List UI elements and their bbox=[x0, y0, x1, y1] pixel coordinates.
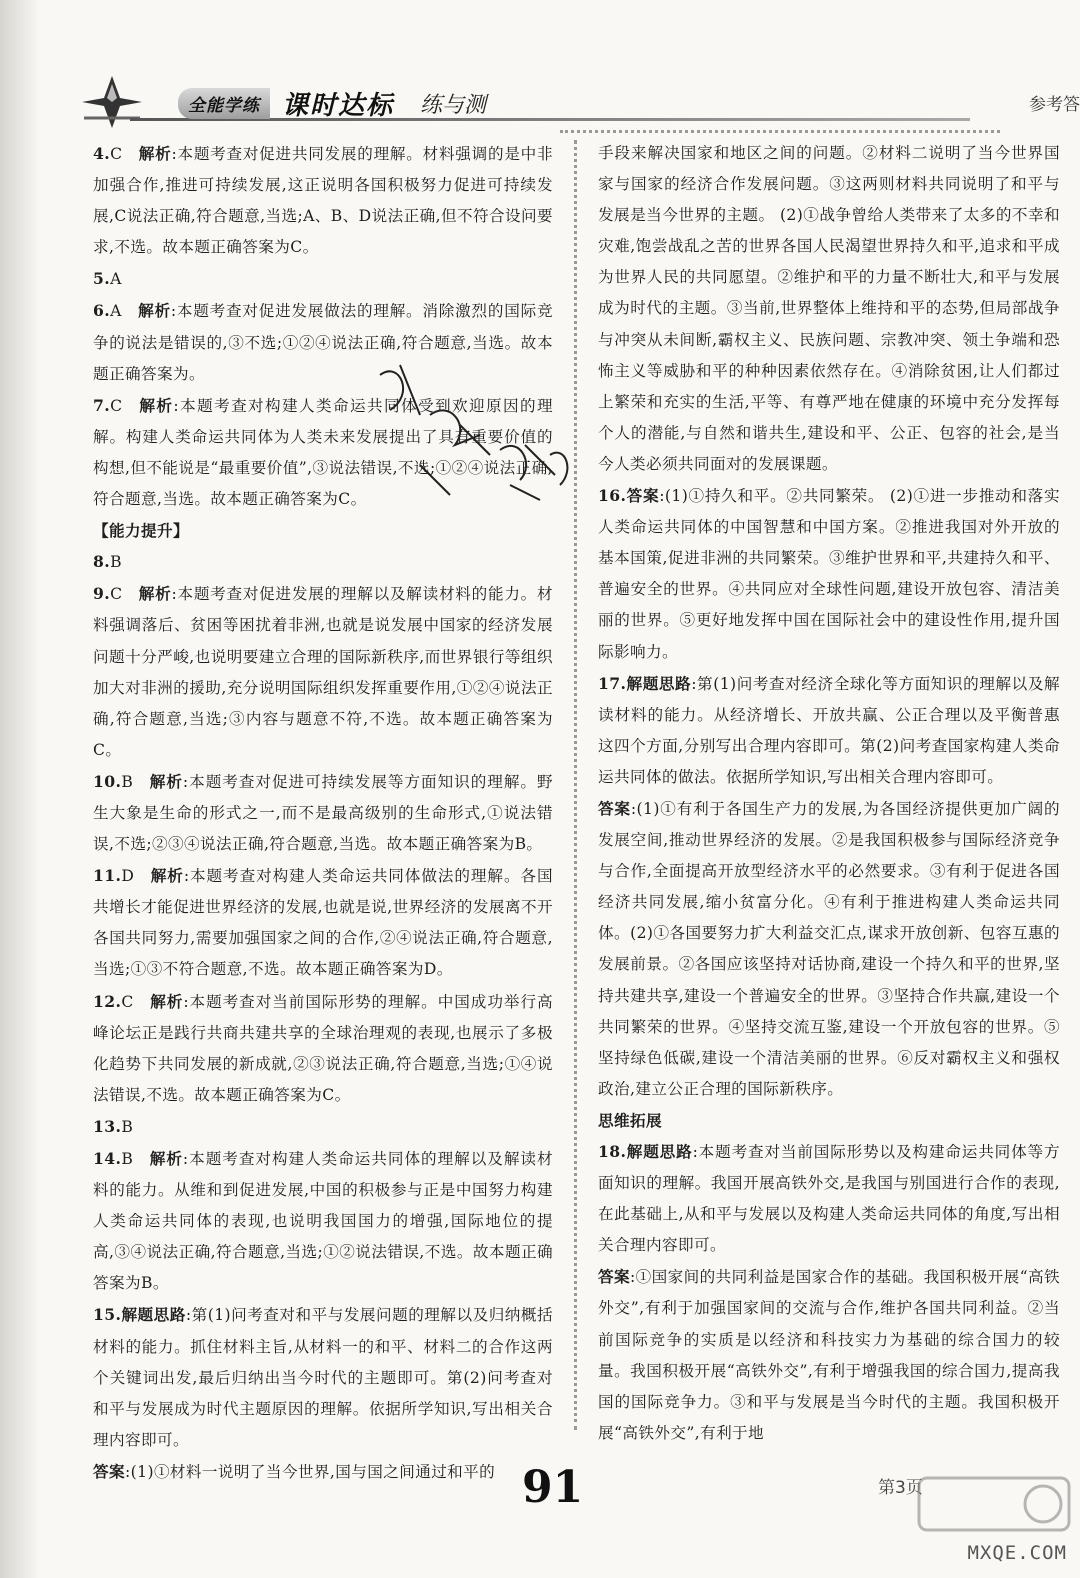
explanation-text: :本题考查对构建人类命运共同体受到欢迎原因的理解。构建人类命运共同体为人类未来发展提出了具有重要价值的构想,但不能说是“最重要价值”,③说法错误,不选;①②④说法正确,符合题意,当选。故本题正确答案为C。 bbox=[93, 396, 553, 509]
column-divider bbox=[574, 140, 577, 1430]
keyword-label: 答案 bbox=[626, 486, 660, 506]
question-number: 7. bbox=[93, 395, 111, 415]
explanation-text: :第(1)问考查对经济全球化等方面知识的理解以及解读材料的能力。从经济增长、开放共赢、公正合理以及平衡普惠这四个方面,分别写出合理内容即可。第(2)问考查国家构建人类命运共同体的做法。依据所学知识,写出相关合理内容即可。 bbox=[598, 674, 1060, 786]
binding-shadow bbox=[0, 0, 40, 1578]
answer-item bbox=[93, 546, 553, 578]
explanation-text: 手段来解决国家和地区之间的问题。②材料二说明了当今世界国家与国家的经济合作发展问题。③这两则材料共同说明了和平与发展是当今世界的主题。 (2)①战争曾给人类带来了太多的不幸和灾难,饱尝战乱之苦的世界各国人民渴望世界持久和平,追求和平成为世界人民的共同愿望。②维护和平的力量不断壮大,和平与发展成为时代的主题。③当前,世界整体上维持和平的态势,但局部战争与冲突从未间断,霸权主义、民族问题、宗教冲突、领土争端和恐怖主义等威胁和平的种种因素依然存在。④消除贫困,让人们都过上繁荣和充实的生活,平等、有尊严地在健康的环境中充分发挥每个人的潜能,与自然和谐共生,建设和平、公正、包容的社会,是当今人类必须共同面对的发展课题。 bbox=[598, 144, 1060, 473]
answer-item bbox=[598, 793, 1060, 1105]
question-number: 13. bbox=[93, 1116, 122, 1136]
question-number: 10. bbox=[93, 771, 122, 791]
page-number: 91 bbox=[522, 1462, 584, 1513]
explanation-text: :本题考查对当前国际形势以及构建命运共同体等方面知识的理解。我国开展高铁外交,是我国与别国进行合作的表现,在此基础上,从和平与发展以及构建人类命运共同体的角度,写出相关合理内容即可。 bbox=[598, 1143, 1060, 1255]
answer-item bbox=[93, 138, 553, 263]
question-number: 17. bbox=[598, 673, 627, 693]
answer-item bbox=[93, 1456, 553, 1488]
explanation-text: :本题考查对促进可持续发展等方面知识的理解。野生大象是生命的形式之一,而不是最高级别的生命形式,①说法错误,不选;②③④说法正确,符合题意,当选。故本题正确答案为B。 bbox=[93, 772, 553, 854]
question-number: 16. bbox=[598, 486, 627, 506]
keyword-label: 解析 bbox=[138, 144, 172, 163]
answer-item bbox=[93, 1111, 553, 1143]
top-dotted-rule bbox=[560, 130, 1000, 133]
keyword-label: 解析 bbox=[149, 991, 184, 1011]
section-heading: 思维拓展 bbox=[598, 1110, 662, 1130]
answer-item bbox=[598, 1136, 1060, 1261]
keyword-label: 答案 bbox=[598, 1267, 630, 1287]
answer-item bbox=[93, 986, 553, 1111]
question-number: 9. bbox=[93, 584, 111, 604]
answer-item bbox=[598, 1261, 1060, 1449]
keyword-label: 解析 bbox=[138, 395, 174, 415]
explanation-text: :本题考查对促进发展做法的理解。消除激烈的国际竞争的说法是错误的,③不选;①②④说法正确,符合题意,当选。故本题正确答案为。 bbox=[93, 302, 553, 383]
answer-choice: B bbox=[121, 772, 150, 791]
keyword-label: 解题思路 bbox=[626, 673, 692, 693]
keyword-label: 解题思路 bbox=[626, 1142, 693, 1161]
watermark-text: MXQE.COM bbox=[967, 1542, 1067, 1564]
answer-choice: A bbox=[110, 302, 138, 321]
question-number: 15. bbox=[93, 1305, 122, 1325]
keyword-label: 答案 bbox=[93, 1461, 125, 1481]
explanation-text: :(1)①有利于各国生产力的发展,为各国经济提供更加广阔的发展空间,推动世界经济的发展。②是我国积极参与国际经济竞争与合作,全面提高开放型经济水平的必然要求。③有利于促进各国经济共同发展,缩小贫富分化。④有利于推进构建人类命运共同体。(2)①各国要努力扩大利益交汇点,谋求开放创新、包容互惠的发展前景。②各国应该坚持对话协商,建设一个持久和平的世界,坚持共建共享,建设一个普遍安全的世界。③坚持合作共赢,建设一个共同繁荣的世界。④坚持交流互鉴,建设一个开放包容的世界。⑤坚持绿色低碳,建设一个清洁美丽的世界。⑥反对霸权主义和强权政治,建立公正合理的国际新秩序。 bbox=[598, 799, 1060, 1098]
brand-large-label: 课时达标 bbox=[282, 90, 395, 121]
question-number: 6. bbox=[93, 301, 111, 321]
explanation-text: :①国家间的共同利益是国家合作的基础。我国积极开展“高铁外交”,有利于加强国家间的交流与合作,维护各国共同利益。②当前国际竞争的实质是以经济和科技实力为基础的综合国力的较量。我国积极开展“高铁外交”,有利于增强我国的综合国力,提高我国的国际竞争力。③和平与发展是当今时代的主题。我国积极开展“高铁外交”,有利于地 bbox=[598, 1268, 1060, 1442]
answer-choice: C bbox=[110, 145, 139, 163]
explanation-text: :(1)①材料一说明了当今世界,国与国之间通过和平的 bbox=[125, 1462, 496, 1481]
keyword-label: 解析 bbox=[138, 584, 172, 604]
explanation-text: :第(1)问考查对和平与发展问题的理解以及归纳概括材料的能力。抓住材料主旨,从材料一的和平、材料二的合作这两个关键词出发,最后归纳出当今时代的主题即可。第(2)问考查对和平与发展成为时代主题原因的理解。依据所学知识,写出相关合理内容即可。 bbox=[93, 1306, 554, 1449]
answer-item bbox=[93, 860, 553, 985]
explanation-text: :本题考查对构建人类命运共同体做法的理解。各国共增长才能促进世界经济的发展,也就是说,世界经济的发展离不开各国共同努力,需要加强国家之间的合作,②④说法正确,符合题意,当选;①③不符合题意,不选。故本题正确答案为D。 bbox=[93, 867, 553, 979]
keyword-label: 答案 bbox=[598, 798, 631, 818]
footer-note: 第3页 bbox=[878, 1478, 923, 1498]
answer-item bbox=[598, 138, 1060, 480]
right-column bbox=[598, 138, 1060, 1449]
explanation-text: :(1)①持久和平。②共同繁荣。 (2)①进一步推动和落实人类命运共同体的中国智慧和中国方案。②推进我国对外开放的基本国策,促进非洲的共同繁荣。③维护世界和平,共建持久和平、普遍安全的世界。④共同应对全球性问题,建设开放包容、清洁美丽的世界。⑤更好地发挥中国在国际社会中的建设性作用,提升国际影响力。 bbox=[598, 487, 1060, 661]
keyword-label: 解析 bbox=[149, 771, 183, 791]
question-number: 12. bbox=[93, 991, 122, 1011]
keyword-label: 解析 bbox=[137, 301, 171, 321]
explanation-text: :本题考查对构建人类命运共同体的理解以及解读材料的能力。从维和到促进发展,中国的积极参与正是中国努力构建人类命运共同体的表现,也说明我国国力的增强,国际地位的提高,③④说法正确,符合题意,当选;①②说法错误,不选。故本题正确答案为B。 bbox=[93, 1150, 553, 1293]
question-number: 14. bbox=[93, 1149, 122, 1168]
answer-choice: B bbox=[110, 553, 122, 572]
answer-item bbox=[93, 263, 553, 295]
answer-choice: B bbox=[121, 1150, 150, 1168]
answer-choice: D bbox=[121, 867, 151, 886]
question-number: 11. bbox=[93, 866, 122, 886]
keyword-label: 解析 bbox=[150, 866, 184, 886]
left-column bbox=[93, 138, 553, 1488]
question-number: 5. bbox=[93, 269, 111, 289]
brand-small-label: 全能学练 bbox=[178, 88, 270, 119]
question-number: 18. bbox=[598, 1142, 627, 1161]
answer-item bbox=[93, 1299, 553, 1455]
explanation-text: :本题考查对促进共同发展的理解。材料强调的是中非加强合作,推进可持续发展,这正说明各国积极努力促进可持续发展,C说法正确,符合题意,当选;A、B、D说法正确,但不符合设问要求,不选。故本题正确答案为C。 bbox=[93, 145, 553, 257]
answer-choice: A bbox=[110, 270, 122, 289]
keyword-label: 解析 bbox=[149, 1149, 183, 1168]
answer-item bbox=[598, 668, 1060, 793]
question-number: 8. bbox=[93, 552, 111, 572]
answer-choice: C bbox=[110, 396, 139, 415]
answer-choice: B bbox=[121, 1117, 134, 1136]
handwritten-scribble bbox=[360, 355, 590, 505]
section-heading: 【能力提升】 bbox=[93, 521, 189, 541]
header-right-label: 参考答 bbox=[1029, 95, 1080, 115]
answer-choice: C bbox=[110, 585, 139, 604]
watermark-logo bbox=[915, 1470, 1075, 1570]
explanation-text: :本题考查对当前国际形势的理解。中国成功举行高峰论坛正是践行共商共建共享的全球治理观的表现,也展示了多极化趋势下共同发展的新成就,②③说法正确,符合题意,当选;①④说法错误,不选。故本题正确答案为C。 bbox=[93, 992, 553, 1104]
answer-item bbox=[598, 480, 1060, 668]
keyword-label: 解题思路 bbox=[121, 1305, 186, 1325]
brand-title bbox=[178, 86, 486, 120]
brand-logo-icon bbox=[80, 74, 144, 130]
explanation-text: :本题考查对促进发展的理解以及解读材料的能力。材料强调落后、贫困等困扰着非洲,也就是说发展中国家的经济发展问题十分严峻,也说明要建立合理的国际新秩序,而世界银行等组织加大对非洲的援助,充分说明国际组织发挥重要作用,①②④说法正确,符合题意,当选;③内容与题意不符,不选。故本题正确答案为C。 bbox=[93, 585, 553, 759]
question-number: 4. bbox=[93, 144, 111, 163]
watermark-icon bbox=[915, 1470, 1075, 1540]
brand-script-label: 练与测 bbox=[420, 92, 487, 118]
answer-item bbox=[93, 578, 553, 766]
answer-choice: C bbox=[121, 992, 150, 1011]
answer-item bbox=[93, 766, 553, 860]
page-header bbox=[80, 72, 1080, 132]
answer-item bbox=[93, 1143, 553, 1299]
